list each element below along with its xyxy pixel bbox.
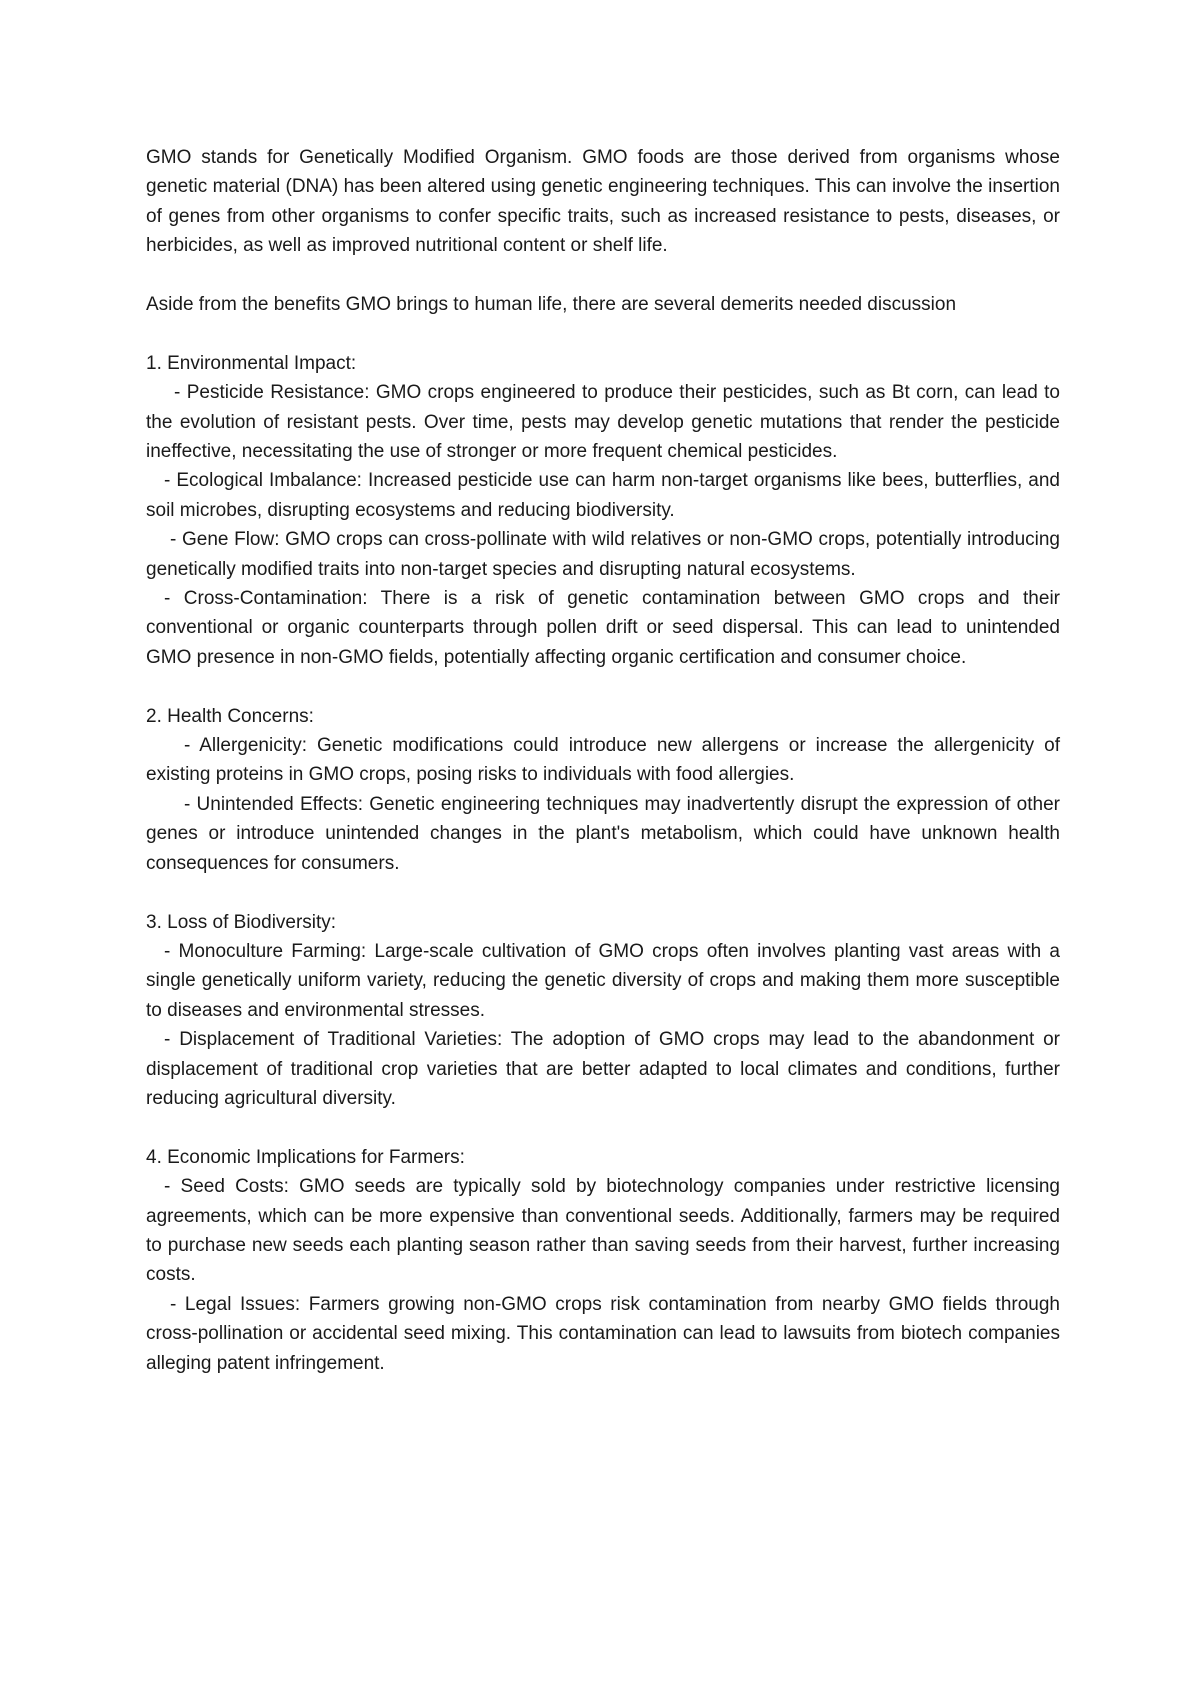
paragraph-gap <box>146 261 1060 290</box>
section-heading-environmental: 1. Environmental Impact: <box>146 352 357 374</box>
paragraph-gap <box>146 319 1060 348</box>
paragraph-gap <box>146 1113 1060 1142</box>
document-page <box>146 143 1060 1378</box>
bullet-gene-flow: - Gene Flow: GMO crops can cross-pollinate with wild relatives or non-GMO crops, potentially introducing genetically modified traits into non-target species and disrupting natural ecosystems. <box>146 529 1060 580</box>
intro-paragraph: GMO stands for Genetically Modified Organism. GMO foods are those derived from organisms whose genetic material (DNA) has been altered using genetic engineering techniques. This can involve the insertion of genes from other organisms to confer specific traits, such as increased resistance to pests, diseases, or herbicides, as well as improved nutritional content or shelf life. <box>146 147 1060 257</box>
section-heading-health: 2. Health Concerns: <box>146 705 314 727</box>
bullet-pesticide-resistance: - Pesticide Resistance: GMO crops engineered to produce their pesticides, such as Bt corn, can lead to the evolution of resistant pests. Over time, pests may develop genetic mutations that render the pesticide ineffective, necessitating the use of stronger or more frequent chemical pesticides. <box>146 382 1060 463</box>
section-heading-economic: 4. Economic Implications for Farmers: <box>146 1146 465 1168</box>
bullet-seed-costs: - Seed Costs: GMO seeds are typically sold by biotechnology companies under restrictive licensing agreements, which can be more expensive than conventional seeds. Additionally, farmers may be required to purchase new seeds each planting season rather than saving seeds from their harvest, further increasing costs. <box>146 1176 1060 1286</box>
paragraph-gap <box>146 672 1060 701</box>
transition-paragraph: Aside from the benefits GMO brings to human life, there are several demerits needed discussion <box>146 294 957 316</box>
paragraph-gap <box>146 878 1060 907</box>
section-heading-biodiversity: 3. Loss of Biodiversity: <box>146 911 337 933</box>
bullet-legal-issues: - Legal Issues: Farmers growing non-GMO crops risk contamination from nearby GMO fields through cross-pollination or accidental seed mixing. This contamination can lead to lawsuits from biotech companies alleging patent infringement. <box>146 1293 1060 1374</box>
bullet-unintended-effects: - Unintended Effects: Genetic engineering techniques may inadvertently disrupt the expression of other genes or introduce unintended changes in the plant's metabolism, which could have unknown health consequences for consumers. <box>146 793 1060 874</box>
bullet-allergenicity: - Allergenicity: Genetic modifications could introduce new allergens or increase the allergenicity of existing proteins in GMO crops, posing risks to individuals with food allergies. <box>146 735 1060 786</box>
bullet-ecological-imbalance: - Ecological Imbalance: Increased pesticide use can harm non-target organisms like bees, butterflies, and soil microbes, disrupting ecosystems and reducing biodiversity. <box>146 470 1060 521</box>
bullet-monoculture-farming: - Monoculture Farming: Large-scale cultivation of GMO crops often involves planting vast areas with a single genetically uniform variety, reducing the genetic diversity of crops and making them more susceptible to diseases and environmental stresses. <box>146 940 1060 1021</box>
bullet-cross-contamination: - Cross-Contamination: There is a risk of genetic contamination between GMO crops and their conventional or organic counterparts through pollen drift or seed dispersal. This can lead to unintended GMO presence in non-GMO fields, potentially affecting organic certification and consumer choice. <box>146 588 1060 668</box>
bullet-displacement-traditional-varieties: - Displacement of Traditional Varieties: The adoption of GMO crops may lead to the abandonment or displacement of traditional crop varieties that are better adapted to local climates and conditions, further reducing agricultural diversity. <box>146 1029 1060 1109</box>
